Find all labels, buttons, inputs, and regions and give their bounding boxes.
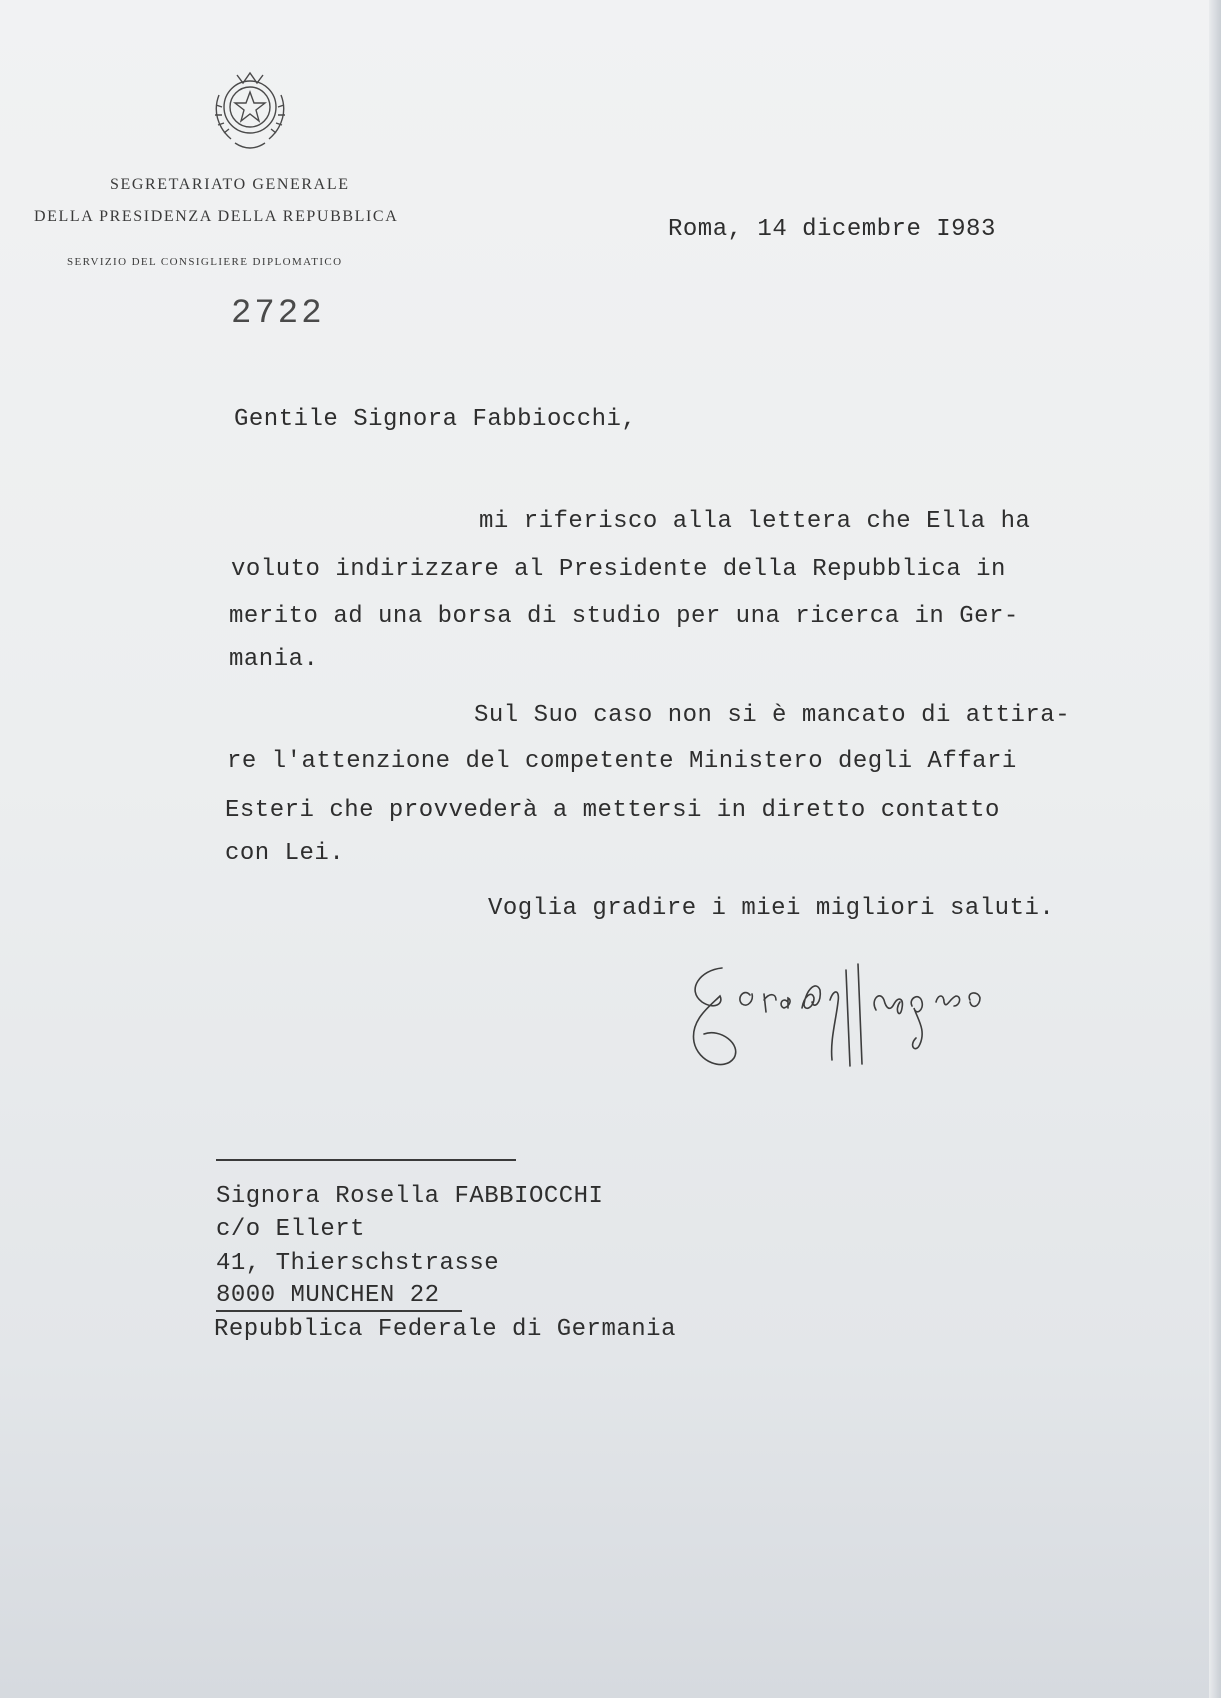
recipient-country: Repubblica Federale di Germania <box>214 1316 676 1343</box>
body-line: re l'attenzione del competente Ministero degli Affari <box>227 748 1017 775</box>
body-line: Esteri che provvederà a mettersi in diretto contatto <box>225 797 1000 824</box>
body-line: merito ad una borsa di studio per una ricerca in Ger- <box>229 603 1019 630</box>
body-line: voluto indirizzare al Presidente della Repubblica in <box>231 556 1006 583</box>
letterhead-line-2: DELLA PRESIDENZA DELLA REPUBBLICA <box>34 208 399 225</box>
recipient-name: Signora Rosella FABBIOCCHI <box>216 1183 604 1210</box>
body-line: mi riferisco alla lettera che Ella ha <box>479 508 1031 535</box>
paper-edge <box>1209 0 1221 1698</box>
recipient-street: 41, Thierschstrasse <box>216 1250 500 1277</box>
recipient-care-of: c/o Ellert <box>216 1216 366 1243</box>
recipient-city: 8000 MUNCHEN 22 <box>216 1282 440 1309</box>
letterhead-line-1: SEGRETARIATO GENERALE <box>110 176 350 193</box>
protocol-number: 2722 <box>231 295 325 333</box>
body-line: mania. <box>229 646 319 673</box>
address-separator <box>216 1159 516 1161</box>
city-underline <box>216 1310 462 1312</box>
closing-line: Voglia gradire i miei migliori saluti. <box>488 895 1055 922</box>
body-line: Sul Suo caso non si è mancato di attira- <box>474 702 1071 729</box>
letter-date: Roma, 14 dicembre I983 <box>668 216 996 243</box>
handwritten-signature <box>680 950 1110 1085</box>
letterhead-line-3: SERVIZIO DEL CONSIGLIERE DIPLOMATICO <box>67 256 343 268</box>
body-line: con Lei. <box>225 840 345 867</box>
italian-republic-emblem-icon <box>205 65 295 157</box>
salutation: Gentile Signora Fabbiocchi, <box>234 406 637 433</box>
